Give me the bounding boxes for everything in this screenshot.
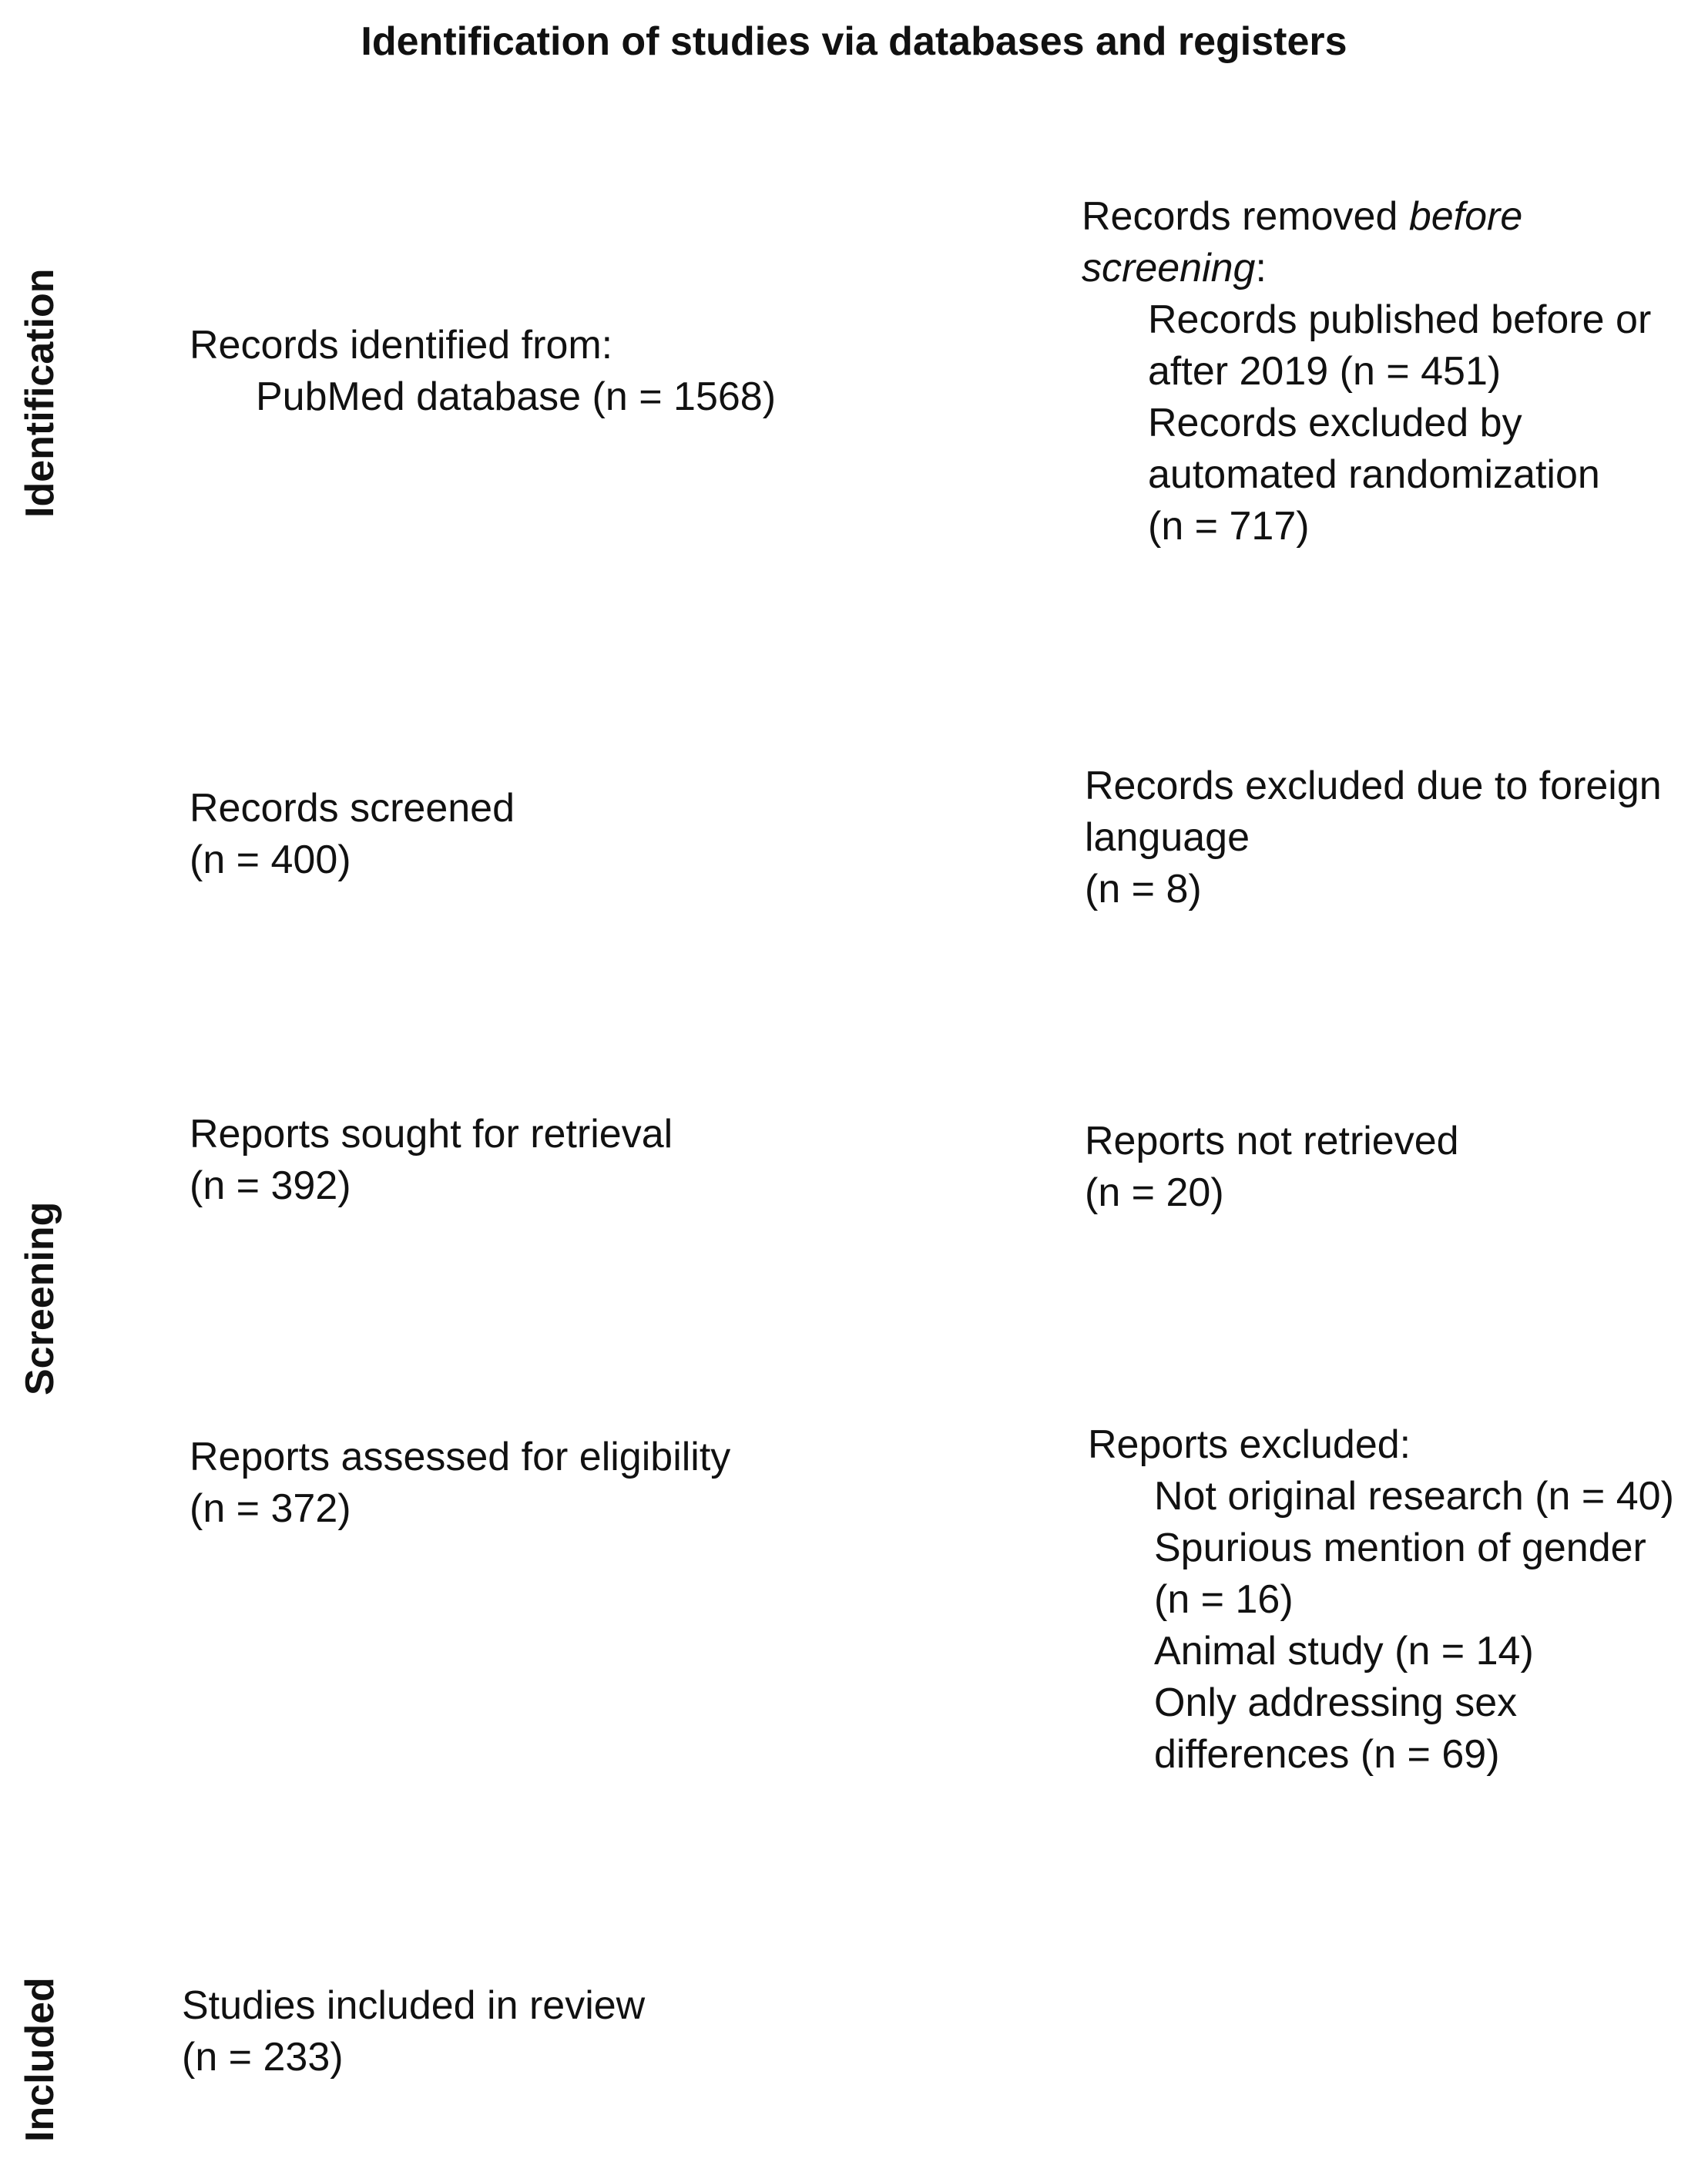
reports-excluded-heading: Reports excluded: <box>1088 1422 1411 1467</box>
stage-label-screening: Screening <box>18 1201 62 1395</box>
reports-not-retrieved-label: Reports not retrieved <box>1085 1119 1459 1163</box>
records-removed-item1-line1: Records published before or <box>1148 297 1652 342</box>
diagram-title: Identification of studies via databases and registers <box>361 19 1347 64</box>
reports-sought-count: (n = 392) <box>190 1163 351 1208</box>
reports-excluded-reason-2-line2: (n = 16) <box>1154 1577 1294 1622</box>
records-removed-heading-line2: screening: <box>1082 246 1267 290</box>
reports-excluded-reason-4-line1: Only addressing sex <box>1154 1680 1518 1725</box>
reports-excluded-reason-2-line1: Spurious mention of gender <box>1154 1526 1646 1570</box>
reports-assessed-label: Reports assessed for eligibility <box>190 1435 731 1479</box>
records-removed-item1-line2: after 2019 (n = 451) <box>1148 349 1502 394</box>
records-identified-heading: Records identified from: <box>190 323 613 368</box>
records-removed-item2-line2: automated randomization <box>1148 452 1600 497</box>
studies-included-box <box>182 1980 645 2083</box>
reports-excluded-reason-4-line2: differences (n = 69) <box>1154 1732 1500 1777</box>
records-identified-box <box>190 320 776 423</box>
records-removed-item2-line3: (n = 717) <box>1148 504 1310 549</box>
reports-excluded-reason-3: Animal study (n = 14) <box>1154 1629 1534 1674</box>
reports-not-retrieved-count: (n = 20) <box>1085 1170 1224 1215</box>
stage-label-identification: Identification <box>18 268 62 518</box>
records-screened-box <box>190 783 515 886</box>
reports-sought-box <box>190 1109 673 1212</box>
studies-included-count: (n = 233) <box>182 2035 344 2080</box>
records-excluded-language-line1: Records excluded due to foreign <box>1085 764 1662 808</box>
records-excluded-language-box <box>1085 760 1662 915</box>
reports-not-retrieved-box <box>1085 1116 1459 1219</box>
reports-assessed-count: (n = 372) <box>190 1486 351 1531</box>
records-removed-heading-line1: Records removed before <box>1082 194 1523 239</box>
records-identified-source: PubMed database (n = 1568) <box>256 374 777 419</box>
reports-excluded-reason-1: Not original research (n = 40) <box>1154 1474 1674 1519</box>
records-screened-label: Records screened <box>190 786 515 831</box>
reports-excluded-box <box>1088 1419 1674 1781</box>
records-removed-box <box>1082 191 1651 552</box>
records-excluded-language-count: (n = 8) <box>1085 867 1202 911</box>
studies-included-label: Studies included in review <box>182 1983 646 2028</box>
records-excluded-language-line2: language <box>1085 815 1250 860</box>
records-screened-count: (n = 400) <box>190 838 351 882</box>
stage-label-included: Included <box>18 1977 62 2142</box>
reports-assessed-box <box>190 1432 730 1535</box>
reports-sought-label: Reports sought for retrieval <box>190 1112 673 1157</box>
records-removed-item2-line1: Records excluded by <box>1148 401 1522 445</box>
